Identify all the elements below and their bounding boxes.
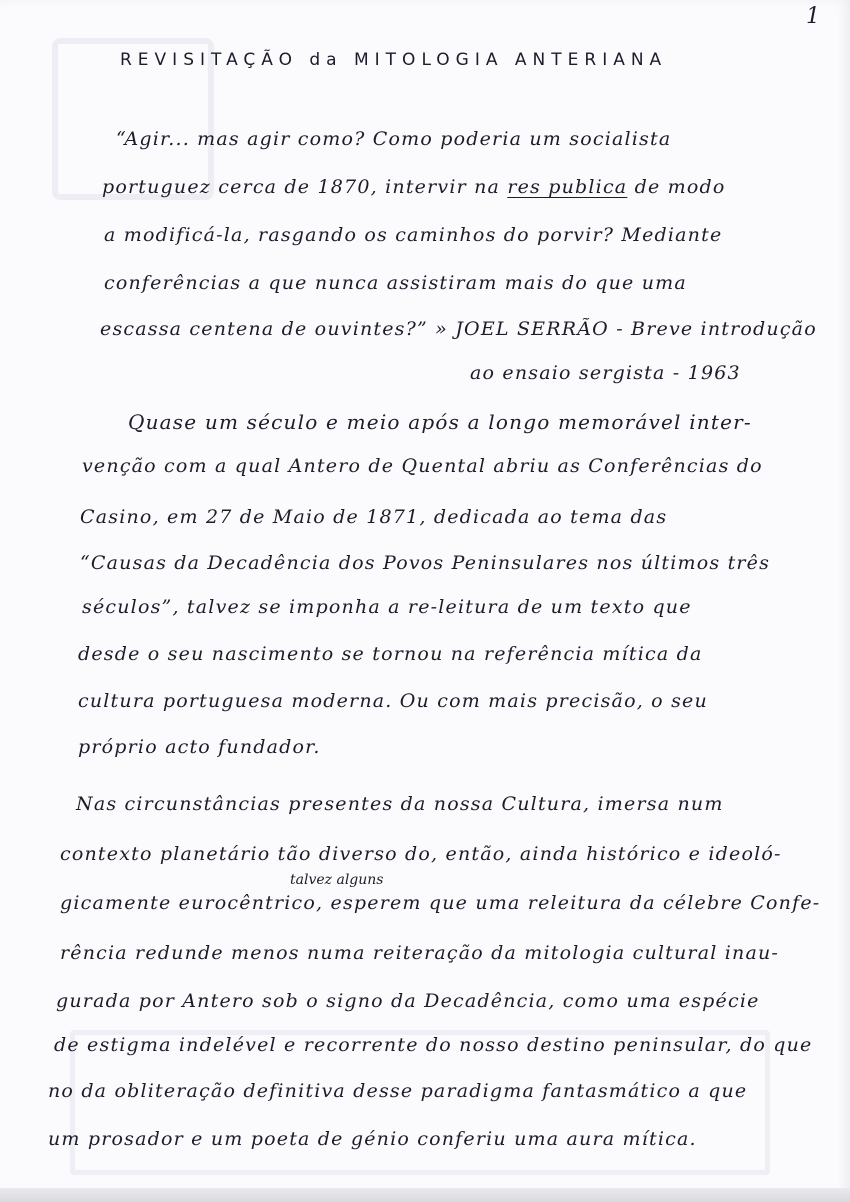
epigraph-line: a modificá-la, rasgando os caminhos do porvir? Mediante	[104, 224, 723, 246]
underlined-term: res publica	[507, 176, 628, 198]
page-number: 1	[806, 4, 820, 29]
paragraph-line: gicamente eurocêntrico, esperem que uma releitura da célebre Confe-	[60, 892, 821, 914]
paragraph-line: gurada por Antero sob o signo da Decadência, como uma espécie	[56, 990, 760, 1012]
paragraph-line: um prosador e um poeta de génio conferiu uma aura mítica.	[48, 1128, 697, 1150]
paragraph-line: próprio acto fundador.	[78, 736, 321, 758]
paragraph-line: séculos”, talvez se imponha a re-leitura de um texto que	[82, 596, 692, 618]
epigraph-citation: ao ensaio sergista - 1963	[470, 362, 741, 384]
paragraph-line: no da obliteração definitiva desse paradigma fantasmático a que	[48, 1080, 748, 1102]
paragraph-line: cultura portuguesa moderna. Ou com mais precisão, o seu	[78, 690, 708, 712]
paragraph-line: venção com a qual Antero de Quental abriu as Conferências do	[82, 455, 763, 477]
paragraph-line: contexto planetário tão diverso do, então, ainda histórico e ideoló-	[60, 843, 782, 865]
paragraph-line: Casino, em 27 de Maio de 1871, dedicada ao tema das	[80, 506, 668, 528]
paragraph-line: Quase um século e meio após a longo memorável inter-	[128, 410, 752, 434]
interlinear-insertion: talvez alguns	[290, 872, 384, 888]
epigraph-text: de modo	[634, 176, 726, 198]
epigraph-line	[102, 176, 726, 198]
epigraph-line: “Agir... mas agir como? Como poderia um socialista	[116, 128, 672, 150]
epigraph-line: escassa centena de ouvintes?” » JOEL SERRÃO - Breve introdução	[100, 318, 817, 340]
epigraph-text: portuguez cerca de 1870, intervir na	[102, 176, 501, 198]
page-title: REVISITAÇÃO da MITOLOGIA ANTERIANA	[120, 50, 668, 70]
paragraph-line: desde o seu nascimento se tornou na referência mítica da	[78, 643, 703, 665]
paragraph-line: de estigma indelével e recorrente do nosso destino peninsular, do que	[54, 1034, 813, 1056]
paragraph-line: “Causas da Decadência dos Povos Peninsulares nos últimos três	[80, 552, 771, 574]
page-bottom-edge	[0, 1188, 850, 1202]
paragraph-line: Nas circunstâncias presentes da nossa Cultura, imersa num	[76, 793, 724, 815]
epigraph-line: conferências a que nunca assistiram mais do que uma	[104, 272, 687, 294]
paragraph-line: rência redunde menos numa reiteração da mitologia cultural inau-	[60, 942, 780, 964]
